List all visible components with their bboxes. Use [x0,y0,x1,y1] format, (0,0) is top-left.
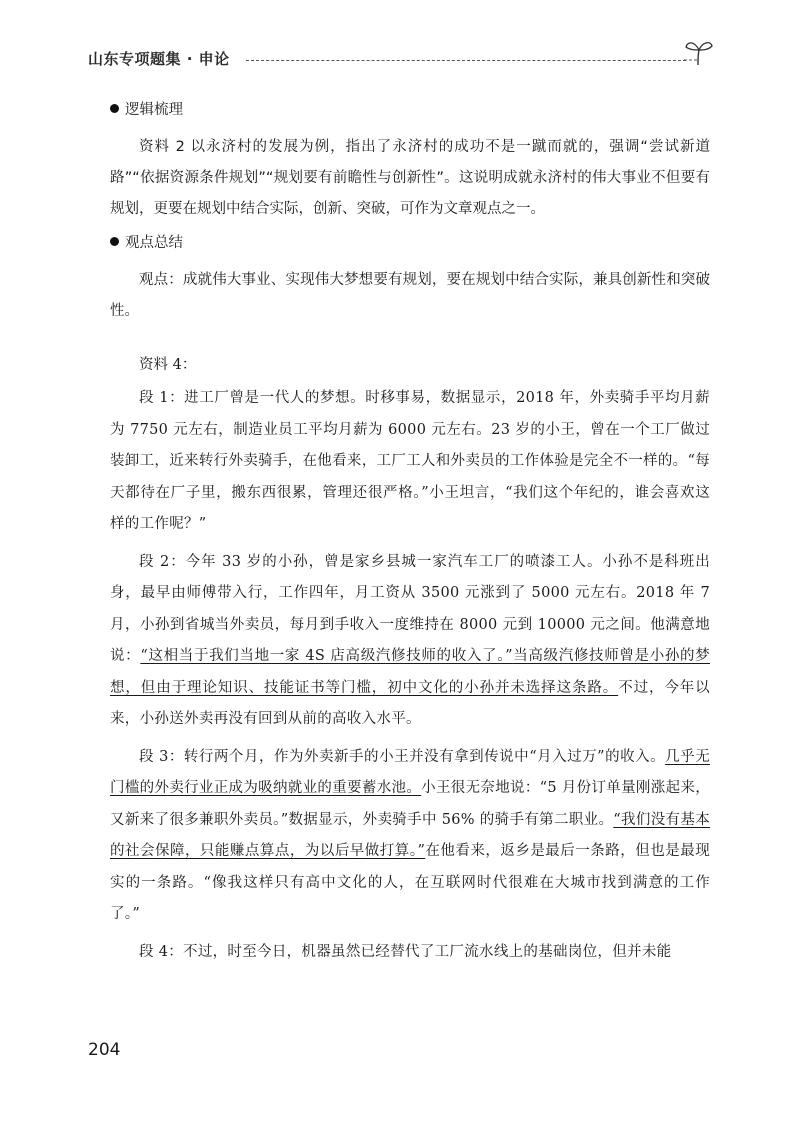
summary-paragraph: 观点：成就伟大事业、实现伟大梦想要有规划，要在规划中结合实际，兼具创新性和突破性。 [110,272,710,319]
material-paragraph-2: 段 2：今年 33 岁的小孙，曾是家乡县城一家汽车工厂的喷漆工人。小孙不是科班出身，最早由师傅带入行，工作四年，月工资从 3500 元涨到了 5000 元左右。2018 年 7 月，小孙到省城当外卖员，每月到手收入一度维持在 8000 元到 10000 元之间。他满意地说：“这相当于我们当地一家 4S 店高级汽修技师的收入了。”当高级汽修技师曾是小孙的梦想，但由于理论知识、技能证书等门槛，初中文化的小孙并未选择这条路。不过，今年以来，小孙送外卖再没有回到从前的高收入水平。 [110,553,710,727]
logic-paragraph: 资料 2 以永济村的发展为例，指出了永济村的成功不是一蹴而就的，强调“尝试新道路”“依据资源条件规划”“规划要有前瞻性与创新性”。这说明成就永济村的伟大事业不但要有规划，更要在规划中结合实际，创新、突破，可作为文章观点之一。 [110,139,710,217]
header-divider [246,60,686,61]
bullet-icon [110,237,119,246]
underlined-quote: “这相当于我们当地一家 4S 店高级汽修技师的收入了。” [140,648,513,664]
section-heading-logic: 逻辑梳理 [110,100,710,120]
bullet-icon [110,104,119,113]
material-paragraph-3: 段 3：转行两个月，作为外卖新手的小王并没有拿到传说中“月入过万”的收入。几乎无门槛的外卖行业正成为吸纳就业的重要蓄水池。小王很无奈地说：“5 月份订单量刚涨起来，又新来了很多兼职外卖员。”数据显示，外卖骑手中 56% 的骑手有第二职业。“我们没有基本的社会保障，只能赚点算点，为以后早做打算。”在他看来，返乡是最后一条路，但也是最现实的一条路。“像我这样只有高中文化的人，在互联网时代很难在大城市找到满意的工作了。” [110,748,710,922]
underlined-sentence: 几乎无门槛的外卖行业正成为吸纳就业的重要蓄水池。 [110,748,710,796]
sprout-icon [684,38,714,66]
page-content [110,100,710,974]
book-title: 山东专项题集 · 申论 [88,50,230,68]
section-heading-summary: 观点总结 [110,233,710,253]
material-label: 资料 4： [139,357,197,373]
material-paragraph-4: 段 4：不过，时至今日，机器虽然已经替代了工厂流水线上的基础岗位，但并未能 [139,943,672,960]
underlined-sentence: 当高级汽修技师曾是小孙的梦想，但由于理论知识、技能证书等门槛，初中文化的小孙并未选择这条路。 [110,648,710,696]
underlined-quote: “我们没有基本的社会保障，只能赚点算点，为以后早做打算。” [110,811,710,859]
page-number: 204 [88,1040,121,1060]
page-header [88,38,718,78]
material-paragraph-1: 段 1：进工厂曾是一代人的梦想。时移事易，数据显示，2018 年，外卖骑手平均月薪为 7750 元左右，制造业员工平均月薪为 6000 元左右。23 岁的小王，曾在一个工厂做过装卸工，近来转行外卖骑手，在他看来，工厂工人和外卖员的工作体验是完全不一样的。“每天都待在厂子里，搬东西很累，管理还很严格。”小王坦言，“我们这个年纪的，谁会喜欢这样的工作呢？” [110,390,710,532]
